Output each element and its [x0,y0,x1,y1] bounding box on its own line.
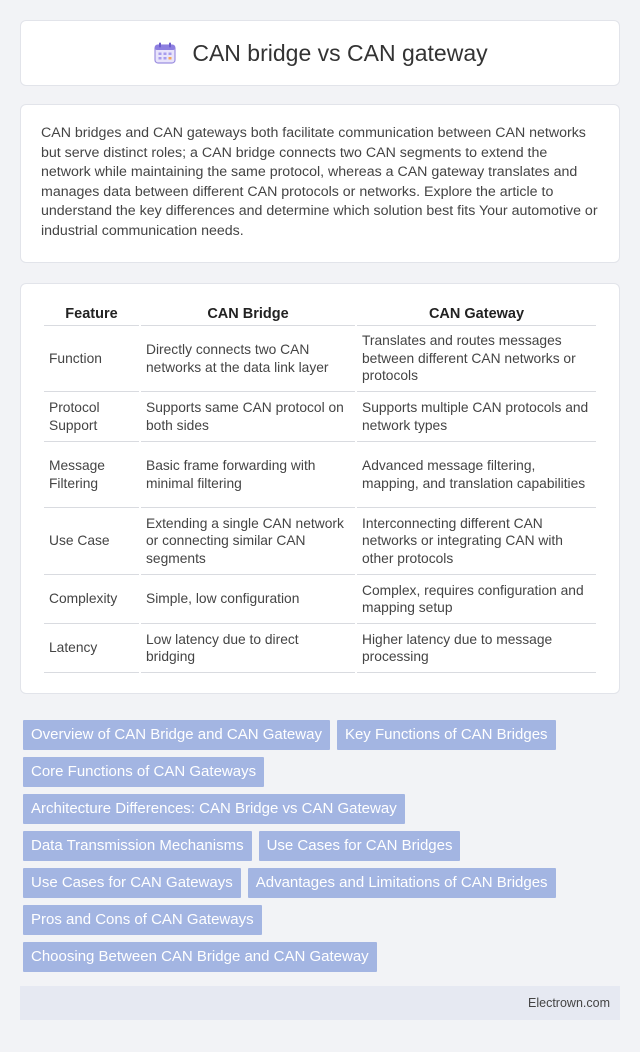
title-card [20,20,620,86]
tag-link[interactable]: Overview of CAN Bridge and CAN Gateway [23,720,330,750]
tag-link[interactable]: Architecture Differences: CAN Bridge vs CAN Gateway [23,794,405,824]
cell-gateway: Advanced message filtering, mapping, and translation capabilities [357,442,596,508]
cell-bridge: Basic frame forwarding with minimal filtering [141,442,355,508]
table-row [44,624,596,673]
intro-card [20,104,620,263]
tag-link[interactable]: Choosing Between CAN Bridge and CAN Gateway [23,942,377,972]
calendar-icon [152,40,178,66]
header-can-bridge: CAN Bridge [141,300,355,327]
cell-gateway: Translates and routes messages between different CAN networks or protocols [357,326,596,392]
footer [20,986,620,1020]
cell-bridge: Simple, low configuration [141,575,355,624]
cell-gateway: Supports multiple CAN protocols and network types [357,392,596,442]
cell-feature: Function [44,326,139,392]
tag-link[interactable]: Use Cases for CAN Bridges [259,831,461,861]
cell-bridge: Supports same CAN protocol on both sides [141,392,355,442]
table-header-row [44,300,596,327]
comparison-table-card [20,283,620,695]
table-row [44,442,596,508]
cell-bridge: Extending a single CAN network or connecting similar CAN segments [141,508,355,575]
header-can-gateway: CAN Gateway [357,300,596,327]
cell-feature: Use Case [44,508,139,575]
tag-link[interactable]: Key Functions of CAN Bridges [337,720,556,750]
cell-bridge: Low latency due to direct bridging [141,624,355,673]
cell-feature: Complexity [44,575,139,624]
tag-link[interactable]: Pros and Cons of CAN Gateways [23,905,262,935]
cell-gateway: Complex, requires configuration and mapping setup [357,575,596,624]
header-feature: Feature [44,300,139,327]
cell-gateway: Interconnecting different CAN networks or integrating CAN with other protocols [357,508,596,575]
tag-link[interactable]: Advantages and Limitations of CAN Bridges [248,868,556,898]
table-row [44,392,596,442]
topic-tags [20,720,620,972]
table-row [44,575,596,624]
comparison-table [42,300,598,674]
tag-link[interactable]: Core Functions of CAN Gateways [23,757,264,787]
table-row [44,508,596,575]
footer-site: Electrown.com [528,996,610,1011]
cell-gateway: Higher latency due to message processing [357,624,596,673]
cell-bridge: Directly connects two CAN networks at the data link layer [141,326,355,392]
cell-feature: Latency [44,624,139,673]
page-title: CAN bridge vs CAN gateway [192,39,488,66]
cell-feature: Protocol Support [44,392,139,442]
cell-feature: Message Filtering [44,442,139,508]
table-row [44,326,596,392]
tag-link[interactable]: Use Cases for CAN Gateways [23,868,241,898]
intro-text: CAN bridges and CAN gateways both facilitate communication between CAN networks but serve distinct roles; a CAN bridge connects two CAN segments to extend the network while maintaining the same protocol, whereas a CAN gateway translates and manages data between different CAN protocols or networks. Explore the article to understand the key differences and determine which solution best fits Your automotive or industrial communication needs. [41,125,598,239]
tag-link[interactable]: Data Transmission Mechanisms [23,831,252,861]
